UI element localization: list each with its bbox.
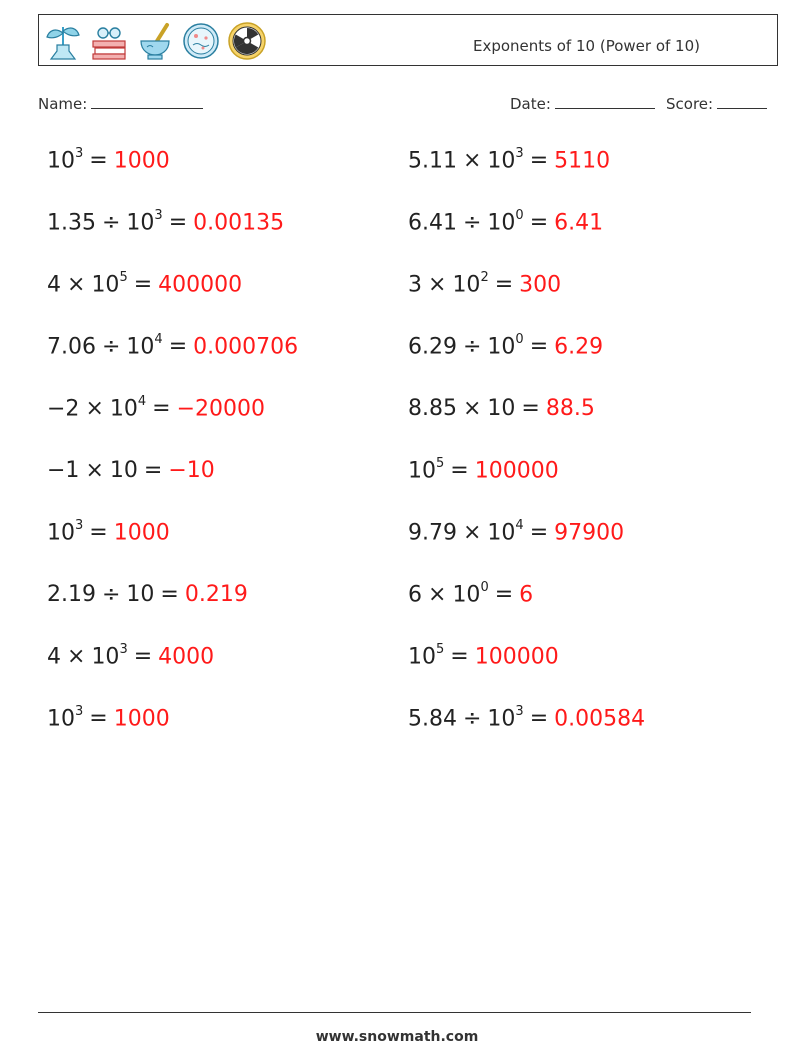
operator: ÷ [101, 582, 121, 607]
base: 10 [47, 520, 75, 546]
problem-row [47, 210, 284, 235]
operator: ÷ [462, 210, 482, 236]
problem-row [47, 706, 170, 731]
equals-sign: = [529, 148, 549, 174]
exponent: 3 [75, 146, 84, 161]
problem-row [47, 520, 170, 545]
problem-row [408, 520, 624, 545]
worksheet-title: Exponents of 10 (Power of 10) [473, 37, 700, 55]
operator: ÷ [462, 334, 482, 360]
exponent: 5 [436, 642, 445, 657]
coefficient: 6.41 [408, 210, 457, 236]
equals-sign: = [529, 210, 549, 236]
operator: ÷ [101, 210, 121, 236]
answer: 100000 [474, 644, 559, 670]
date-label: Date: [510, 95, 551, 113]
problem-row [47, 148, 170, 173]
score-field [666, 93, 767, 113]
exponent: 0 [515, 332, 524, 347]
problem-row [408, 582, 533, 607]
books-glasses-icon [89, 21, 129, 61]
problem-row [408, 210, 603, 235]
coefficient: 2.19 [47, 582, 96, 607]
exponent: 3 [515, 704, 524, 719]
equals-sign: = [521, 396, 540, 421]
problem-row [47, 396, 265, 421]
equals-sign: = [133, 272, 153, 298]
equals-sign: = [133, 644, 153, 670]
problem-row [47, 458, 215, 483]
footer-url: www.snowmath.com [315, 1029, 479, 1045]
base: 10 [487, 210, 516, 236]
exponent: 5 [119, 270, 128, 285]
base: 10 [487, 334, 516, 360]
coefficient: 9.79 [408, 520, 457, 546]
base: 10 [126, 582, 155, 607]
exponent: 4 [515, 518, 524, 533]
operator: × [428, 272, 447, 298]
coefficient: 5.11 [408, 148, 457, 174]
base: 10 [408, 644, 436, 670]
date-field [510, 93, 655, 113]
date-line [555, 93, 655, 109]
equals-sign: = [160, 582, 179, 607]
equals-sign: = [529, 334, 549, 360]
name-field [38, 93, 203, 113]
name-label: Name: [38, 95, 88, 113]
equals-sign: = [450, 644, 469, 670]
coefficient: 3 [408, 272, 422, 298]
operator: × [462, 396, 482, 421]
base: 10 [487, 148, 516, 174]
score-label: Score: [666, 95, 714, 113]
base: 10 [487, 396, 516, 421]
coefficient: 4 [47, 272, 61, 298]
exponent: 5 [436, 456, 445, 471]
base: 10 [126, 334, 155, 360]
problem-row [47, 334, 298, 359]
answer: 400000 [158, 272, 243, 298]
equals-sign: = [494, 582, 514, 608]
coefficient: 1.35 [47, 210, 96, 236]
operator: × [85, 396, 104, 422]
equals-sign: = [89, 148, 108, 174]
coefficient: 7.06 [47, 334, 96, 360]
exponent: 3 [154, 208, 163, 223]
footer-divider [38, 1012, 751, 1013]
mortar-pestle-icon [135, 21, 175, 61]
coefficient: 5.84 [408, 706, 457, 732]
operator: × [85, 458, 104, 483]
answer: 100000 [474, 458, 559, 484]
exponent: 2 [480, 270, 489, 285]
header-icons [43, 21, 267, 61]
answer: 1000 [113, 148, 170, 174]
base: 10 [109, 458, 138, 483]
exponent: 4 [137, 394, 147, 409]
equals-sign: = [152, 396, 171, 422]
radiation-icon [227, 21, 267, 61]
exponent: 4 [154, 332, 163, 347]
equals-sign: = [494, 272, 514, 298]
equals-sign: = [529, 520, 549, 546]
equals-sign: = [143, 458, 163, 483]
answer: 0.219 [184, 582, 248, 607]
exponent: 0 [515, 208, 524, 223]
base: 10 [47, 706, 75, 732]
problem-row [408, 148, 610, 173]
coefficient: 6.29 [408, 334, 457, 360]
answer: 1000 [113, 706, 170, 732]
coefficient: −1 [47, 458, 80, 483]
base: 10 [47, 148, 75, 174]
equals-sign: = [168, 334, 188, 360]
problem-row [408, 644, 559, 669]
answer: 4000 [158, 644, 215, 670]
answer: 0.000706 [193, 334, 299, 360]
operator: × [462, 148, 482, 174]
problem-row [408, 458, 559, 483]
equals-sign: = [450, 458, 469, 484]
operator: × [67, 272, 86, 298]
base: 10 [91, 644, 120, 670]
answer: 88.5 [545, 396, 595, 421]
answer: 6 [519, 582, 534, 608]
base: 10 [452, 272, 481, 298]
operator: × [428, 582, 447, 608]
answer: 0.00135 [193, 210, 285, 236]
exponent: 3 [515, 146, 524, 161]
problem-row [408, 272, 561, 297]
equals-sign: = [529, 706, 549, 732]
equals-sign: = [89, 706, 108, 732]
operator: ÷ [101, 334, 121, 360]
petri-dish-icon [181, 21, 221, 61]
problem-row [47, 582, 248, 607]
coefficient: 6 [408, 582, 422, 608]
coefficient: −2 [47, 396, 80, 422]
base: 10 [126, 210, 155, 236]
exponent: 3 [75, 704, 84, 719]
base: 10 [487, 520, 516, 546]
exponent: 3 [75, 518, 84, 533]
answer: 5110 [554, 148, 611, 174]
coefficient: 8.85 [408, 396, 457, 421]
equals-sign: = [89, 520, 108, 546]
answer: 6.41 [554, 210, 604, 236]
base: 10 [452, 582, 481, 608]
name-line [91, 93, 203, 109]
base: 10 [408, 458, 436, 484]
score-line [717, 93, 767, 109]
base: 10 [487, 706, 516, 732]
base: 10 [91, 272, 120, 298]
answer: −10 [168, 458, 215, 483]
answer: 6.29 [554, 334, 604, 360]
problem-row [408, 706, 645, 731]
base: 10 [109, 396, 138, 422]
problem-row [408, 334, 603, 359]
operator: ÷ [462, 706, 482, 732]
exponent: 0 [480, 580, 489, 595]
plant-flask-icon [43, 21, 83, 61]
answer: −20000 [176, 396, 266, 422]
problem-row [408, 396, 595, 421]
operator: × [462, 520, 482, 546]
equals-sign: = [168, 210, 188, 236]
worksheet-header [38, 14, 778, 66]
answer: 1000 [113, 520, 170, 546]
problem-row [47, 644, 214, 669]
answer: 97900 [554, 520, 625, 546]
answer: 300 [519, 272, 562, 298]
operator: × [67, 644, 86, 670]
coefficient: 4 [47, 644, 61, 670]
exponent: 3 [119, 642, 128, 657]
answer: 0.00584 [554, 706, 646, 732]
problem-row [47, 272, 242, 297]
